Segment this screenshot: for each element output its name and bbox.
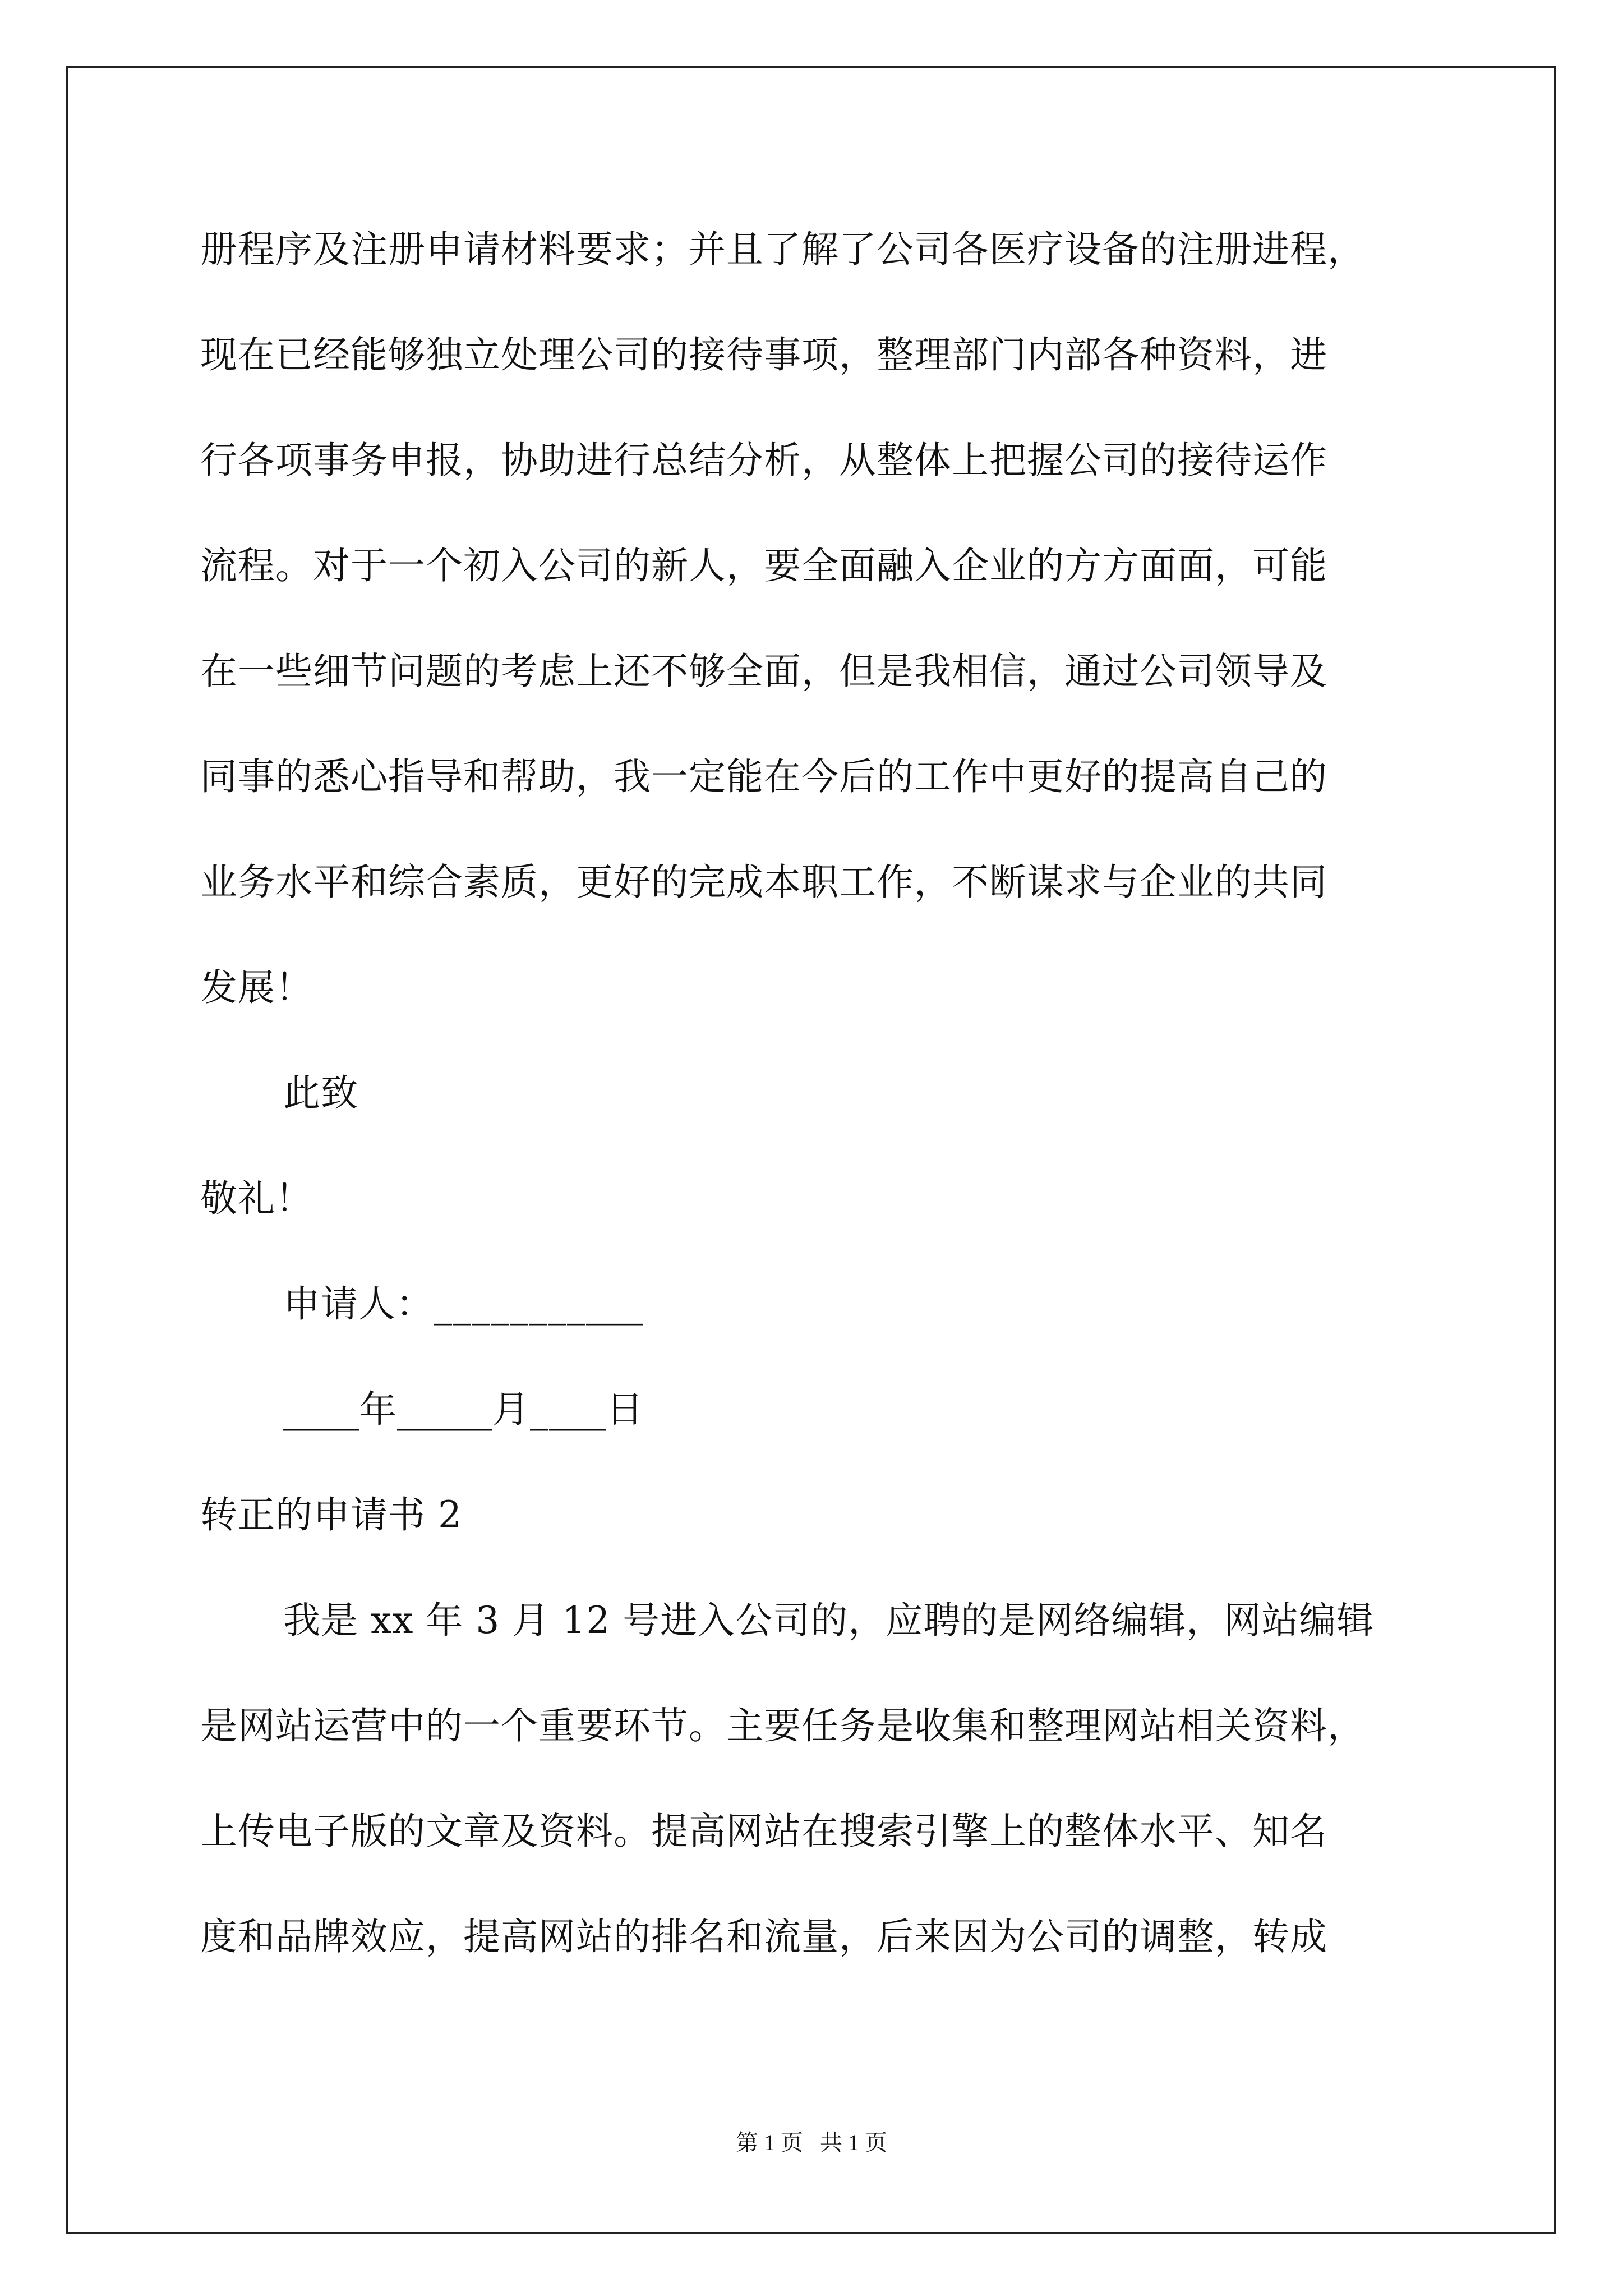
- body-line-8: 发展！: [200, 966, 313, 1009]
- body-line-6: 同事的悉心指导和帮助，我一定能在今后的工作中更好的提高自己的: [200, 755, 1327, 798]
- body-line-4: 流程。对于一个初入公司的新人，要全面融入企业的方方面面，可能: [200, 544, 1327, 587]
- body-line-3: 行各项事务申报，协助进行总结分析，从整体上把握公司的接待运作: [200, 439, 1327, 482]
- section-line-2: 是网站运营中的一个重要环节。主要任务是收集和整理网站相关资料，: [200, 1704, 1365, 1747]
- applicant-signature-line: 申请人：___________: [283, 1282, 643, 1326]
- date-line: ____年_____月____日: [283, 1388, 644, 1431]
- section-line-4: 度和品牌效应，提高网站的排名和流量，后来因为公司的调整，转成: [200, 1915, 1327, 1958]
- body-line-7: 业务水平和综合素质，更好的完成本职工作，不断谋求与企业的共同: [200, 861, 1327, 904]
- body-line-2: 现在已经能够独立处理公司的接待事项，整理部门内部各种资料，进: [200, 333, 1327, 376]
- page-number-footer: 第 1 页 共 1 页: [736, 2130, 887, 2155]
- section-line-1: 我是 xx 年 3 月 12 号进入公司的，应聘的是网络编辑，网站编辑: [283, 1599, 1375, 1642]
- section-line-3: 上传电子版的文章及资料。提高网站在搜索引擎上的整体水平、知名: [200, 1810, 1327, 1853]
- regards: 敬礼！: [200, 1177, 313, 1220]
- salutation: 此致: [283, 1071, 358, 1115]
- section-title: 转正的申请书 2: [200, 1493, 462, 1536]
- page-border: [66, 66, 1556, 2234]
- body-line-5: 在一些细节问题的考虑上还不够全面，但是我相信，通过公司领导及: [200, 650, 1327, 693]
- body-line-1: 册程序及注册申请材料要求；并且了解了公司各医疗设备的注册进程，: [200, 228, 1365, 271]
